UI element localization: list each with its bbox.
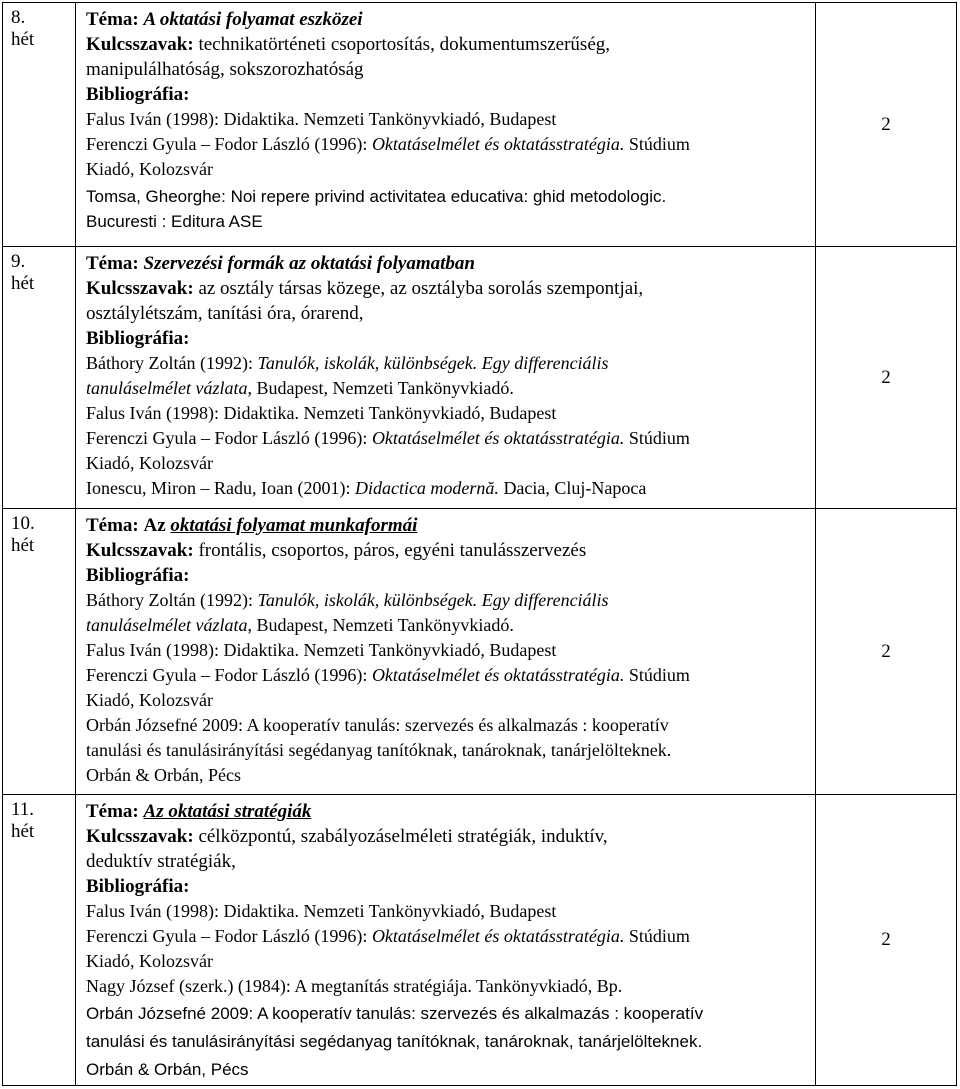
ref-falus: Falus Iván (1998): Didaktika. <box>86 640 299 660</box>
keywords-text: technikatörténeti csoportosítás, dokumentumszerűség, <box>198 34 610 55</box>
ref-bathory-title: Tanulók, iskolák, különbségek. Egy differenciális <box>257 590 609 610</box>
ref-tomsa-publisher: Bucuresti : Editura ASE <box>86 212 263 231</box>
week-label: hét <box>11 273 35 294</box>
keywords-text-cont: deduktív stratégiák, <box>86 851 236 872</box>
ref-falus: Falus Iván (1998): Didaktika. <box>86 901 299 921</box>
keywords-text: célközpontú, szabályozáselméleti stratégiák, induktív, <box>198 826 608 847</box>
week-label: hét <box>11 535 35 556</box>
week-number: 8. <box>11 7 26 28</box>
ref-falus-publisher: Nemzeti Tankönyvkiadó, Budapest <box>303 109 557 129</box>
ref-orban-1: Orbán Józsefné 2009: A kooperatív tanulás: szervezés és alkalmazás : kooperatív <box>86 715 669 735</box>
week-number: 10. <box>11 513 35 534</box>
ref-falus-publisher: Nemzeti Tankönyvkiadó, Budapest <box>303 403 557 423</box>
topic-label: Téma: <box>86 801 139 822</box>
week-cell <box>3 509 76 795</box>
ref-ferenczi-authors: Ferenczi Gyula – Fodor László (1996): <box>86 428 368 448</box>
ref-orban-3: Orbán & Orbán, Pécs <box>86 765 241 785</box>
ref-bathory-author: Báthory Zoltán (1992): <box>86 590 253 610</box>
ref-orban-2: tanulási és tanulásirányítási segédanyag tanítóknak, tanároknak, tanárjelölteknek. <box>86 1032 703 1051</box>
table-row <box>3 3 957 247</box>
ref-ferenczi-publisher-cont: Kiadó, Kolozsvár <box>86 159 213 179</box>
content-cell <box>76 3 816 247</box>
content-cell <box>76 247 816 509</box>
ref-orban-1: Orbán Józsefné 2009: A kooperatív tanulás: szervezés és alkalmazás : kooperatív <box>86 1004 704 1023</box>
hours-cell: 2 <box>816 3 957 247</box>
ref-ferenczi-authors: Ferenczi Gyula – Fodor László (1996): <box>86 926 368 946</box>
topic-title: oktatási folyamat munkaformái <box>170 515 418 536</box>
table-row <box>3 247 957 509</box>
bibliography-label: Bibliográfia: <box>86 328 190 349</box>
week-label: hét <box>11 29 35 50</box>
topic-title: Szervezési formák az oktatási folyamatban <box>143 253 475 274</box>
topic-title: Az oktatási stratégiák <box>143 801 312 822</box>
topic-label: Téma: <box>86 253 139 274</box>
ref-ionescu-publisher: Dacia, Cluj-Napoca <box>503 478 647 498</box>
ref-ferenczi-publisher: Stúdium <box>628 926 690 946</box>
ref-bathory-title-cont: tanuláselmélet vázlata <box>86 615 248 635</box>
ref-bathory-title-cont: tanuláselmélet vázlata <box>86 378 248 398</box>
hours-cell: 2 <box>816 795 957 1086</box>
keywords-label: Kulcsszavak: <box>86 540 194 561</box>
week-label: hét <box>11 821 35 842</box>
week-number: 11. <box>11 799 35 820</box>
week-cell <box>3 795 76 1086</box>
ref-ferenczi-publisher: Stúdium <box>628 665 690 685</box>
week-cell <box>3 247 76 509</box>
ref-orban-2: tanulási és tanulásirányítási segédanyag tanítóknak, tanároknak, tanárjelölteknek. <box>86 740 672 760</box>
keywords-text-cont: manipulálhatóság, sokszorozhatóság <box>86 59 364 80</box>
ref-ferenczi-publisher-cont: Kiadó, Kolozsvár <box>86 453 213 473</box>
ref-bathory-title: Tanulók, iskolák, különbségek. Egy differenciális <box>257 353 609 373</box>
ref-ferenczi-title: Oktatáselmélet és oktatásstratégia. <box>371 665 625 685</box>
week-number: 9. <box>11 251 26 272</box>
syllabus-table <box>2 2 957 1086</box>
ref-ferenczi-title: Oktatáselmélet és oktatásstratégia. <box>371 134 625 154</box>
ref-falus: Falus Iván (1998): Didaktika. <box>86 403 299 423</box>
table-row <box>3 509 957 795</box>
ref-falus-publisher: Nemzeti Tankönyvkiadó, Budapest <box>303 901 557 921</box>
ref-ferenczi-publisher-cont: Kiadó, Kolozsvár <box>86 690 213 710</box>
topic-label: Téma: <box>86 9 139 30</box>
topic-prefix: Az <box>143 515 166 536</box>
ref-ferenczi-publisher: Stúdium <box>628 134 690 154</box>
ref-ferenczi-authors: Ferenczi Gyula – Fodor László (1996): <box>86 665 368 685</box>
ref-ferenczi-authors: Ferenczi Gyula – Fodor László (1996): <box>86 134 368 154</box>
topic-title: A oktatási folyamat eszközei <box>143 9 363 30</box>
bibliography-label: Bibliográfia: <box>86 876 190 897</box>
ref-orban-3: Orbán & Orbán, Pécs <box>86 1060 249 1079</box>
content-cell <box>76 509 816 795</box>
ref-bathory-publisher: , Budapest, Nemzeti Tankönyvkiadó. <box>247 378 514 398</box>
ref-ferenczi-title: Oktatáselmélet és oktatásstratégia. <box>371 926 625 946</box>
ref-falus: Falus Iván (1998): Didaktika. <box>86 109 299 129</box>
ref-ionescu: Ionescu, Miron – Radu, Ioan (2001): <box>86 478 351 498</box>
bibliography-label: Bibliográfia: <box>86 84 190 105</box>
ref-ferenczi-publisher: Stúdium <box>628 428 690 448</box>
keywords-text: az osztály társas közege, az osztályba sorolás szempontjai, <box>198 278 644 299</box>
week-cell <box>3 3 76 247</box>
bibliography-label: Bibliográfia: <box>86 565 190 586</box>
keywords-label: Kulcsszavak: <box>86 826 194 847</box>
hours-cell: 2 <box>816 509 957 795</box>
ref-falus-publisher: Nemzeti Tankönyvkiadó, Budapest <box>303 640 557 660</box>
keywords-text-cont: osztálylétszám, tanítási óra, órarend, <box>86 303 364 324</box>
ref-ionescu-title: Didactica modernă. <box>354 478 499 498</box>
keywords-text: frontális, csoportos, páros, egyéni tanulásszervezés <box>198 540 587 561</box>
keywords-label: Kulcsszavak: <box>86 278 194 299</box>
hours-cell: 2 <box>816 247 957 509</box>
content-cell <box>76 795 816 1086</box>
ref-ferenczi-title: Oktatáselmélet és oktatásstratégia. <box>371 428 625 448</box>
ref-bathory-author: Báthory Zoltán (1992): <box>86 353 253 373</box>
ref-nagy: Nagy József (szerk.) (1984): A megtanítás stratégiája. Tankönyvkiadó, Bp. <box>86 976 623 996</box>
table-row <box>3 795 957 1086</box>
ref-ferenczi-publisher-cont: Kiadó, Kolozsvár <box>86 951 213 971</box>
keywords-label: Kulcsszavak: <box>86 34 194 55</box>
ref-tomsa: Tomsa, Gheorghe: Noi repere privind activitatea educativa: ghid metodologic. <box>86 187 667 206</box>
topic-label: Téma: <box>86 515 139 536</box>
ref-bathory-publisher: , Budapest, Nemzeti Tankönyvkiadó. <box>247 615 514 635</box>
